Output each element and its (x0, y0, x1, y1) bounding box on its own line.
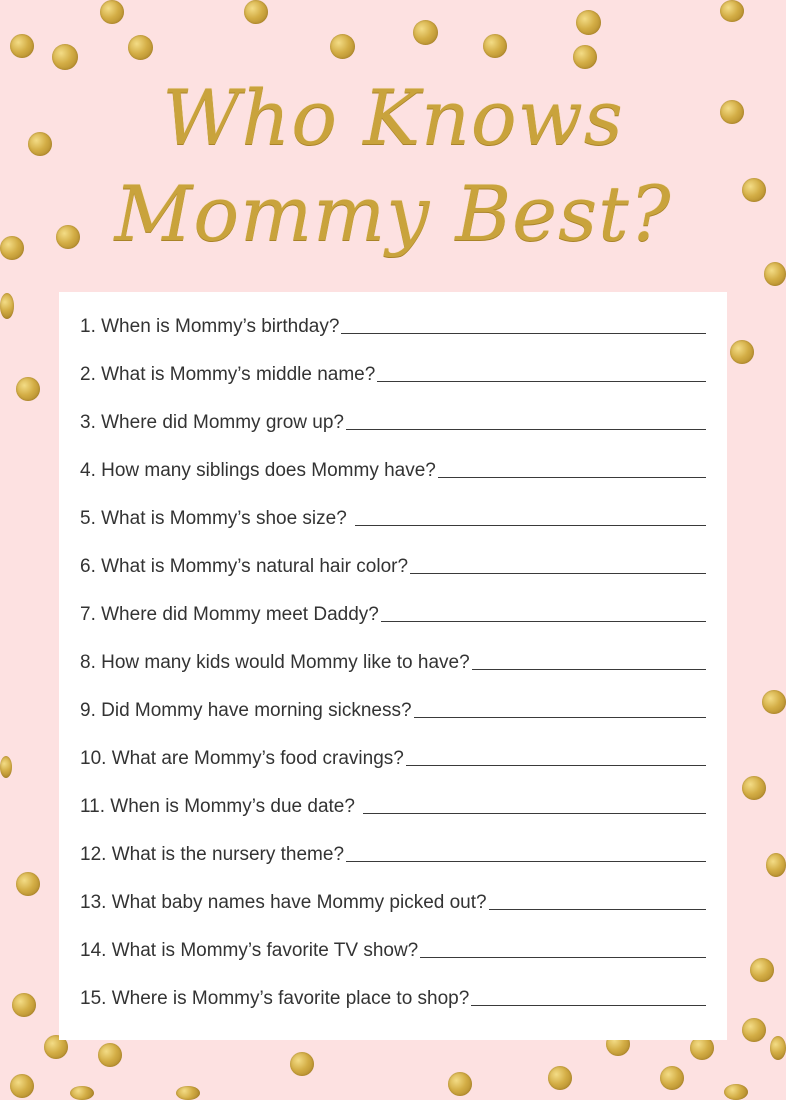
question-row (80, 406, 706, 434)
gold-confetti-dot (742, 776, 766, 800)
page-title (0, 70, 786, 262)
question-text: 3. Where did Mommy grow up? (80, 412, 344, 433)
question-text: 2. What is Mommy’s middle name? (80, 364, 376, 385)
gold-confetti-dot (10, 34, 34, 58)
answer-line[interactable] (406, 765, 706, 766)
gold-confetti-dot (176, 1086, 200, 1100)
gold-confetti-dot (290, 1052, 314, 1076)
gold-confetti-dot (766, 853, 786, 877)
question-text: 5. What is Mommy’s shoe size? (80, 508, 347, 529)
question-row (80, 790, 706, 818)
gold-confetti-dot (764, 262, 786, 286)
question-row (80, 598, 706, 626)
question-row (80, 838, 706, 866)
question-text: 7. Where did Mommy meet Daddy? (80, 604, 379, 625)
question-row (80, 310, 706, 338)
answer-line[interactable] (381, 621, 706, 622)
gold-confetti-dot (100, 0, 124, 24)
gold-confetti-dot (16, 377, 40, 401)
question-row (80, 550, 706, 578)
question-row (80, 742, 706, 770)
gold-confetti-dot (413, 20, 438, 45)
answer-line[interactable] (420, 957, 706, 958)
gold-confetti-dot (52, 44, 78, 70)
question-text: 4. How many siblings does Mommy have? (80, 460, 436, 481)
question-text: 9. Did Mommy have morning sickness? (80, 700, 412, 721)
answer-line[interactable] (346, 861, 706, 862)
gold-confetti-dot (724, 1084, 748, 1100)
answer-line[interactable] (414, 717, 706, 718)
gold-confetti-dot (98, 1043, 122, 1067)
gold-confetti-dot (0, 293, 14, 319)
answer-line[interactable] (363, 813, 706, 814)
gold-confetti-dot (244, 0, 268, 24)
answer-line[interactable] (472, 669, 706, 670)
question-text: 14. What is Mommy’s favorite TV show? (80, 940, 419, 961)
question-row (80, 982, 706, 1010)
gold-confetti-dot (548, 1066, 572, 1090)
question-text: 10. What are Mommy’s food cravings? (80, 748, 404, 769)
gold-confetti-dot (660, 1066, 684, 1090)
answer-line[interactable] (355, 525, 706, 526)
gold-confetti-dot (70, 1086, 94, 1100)
gold-confetti-dot (10, 1074, 34, 1098)
answer-line[interactable] (438, 477, 706, 478)
answer-line[interactable] (471, 1005, 706, 1006)
answer-line[interactable] (341, 333, 706, 334)
gold-confetti-dot (770, 1036, 786, 1060)
gold-confetti-dot (576, 10, 601, 35)
gold-confetti-dot (720, 0, 744, 22)
question-row (80, 934, 706, 962)
gold-confetti-dot (16, 872, 40, 896)
gold-confetti-dot (330, 34, 355, 59)
question-text: 6. What is Mommy’s natural hair color? (80, 556, 409, 577)
answer-line[interactable] (410, 573, 706, 574)
gold-confetti-dot (750, 958, 774, 982)
answer-line[interactable] (346, 429, 706, 430)
question-text: 8. How many kids would Mommy like to have? (80, 652, 470, 673)
gold-confetti-dot (730, 340, 754, 364)
gold-confetti-dot (12, 993, 36, 1017)
question-card (59, 292, 727, 1040)
gold-confetti-dot (742, 1018, 766, 1042)
answer-line[interactable] (377, 381, 706, 382)
question-row (80, 358, 706, 386)
question-text: 13. What baby names have Mommy picked out? (80, 892, 487, 913)
gold-confetti-dot (128, 35, 153, 60)
gold-confetti-dot (483, 34, 507, 58)
question-row (80, 454, 706, 482)
question-row (80, 694, 706, 722)
question-row (80, 886, 706, 914)
gold-confetti-dot (0, 756, 12, 778)
gold-confetti-dot (448, 1072, 472, 1096)
question-row (80, 502, 706, 530)
question-row (80, 646, 706, 674)
question-text: 11. When is Mommy’s due date? (80, 796, 355, 817)
answer-line[interactable] (489, 909, 706, 910)
gold-confetti-dot (573, 45, 597, 69)
title-line-2: Mommy Best? (114, 169, 672, 258)
question-text: 15. Where is Mommy’s favorite place to shop? (80, 988, 470, 1009)
question-text: 1. When is Mommy’s birthday? (80, 316, 340, 337)
question-text: 12. What is the nursery theme? (80, 844, 345, 865)
gold-confetti-dot (762, 690, 786, 714)
title-line-1: Who Knows (162, 73, 624, 162)
